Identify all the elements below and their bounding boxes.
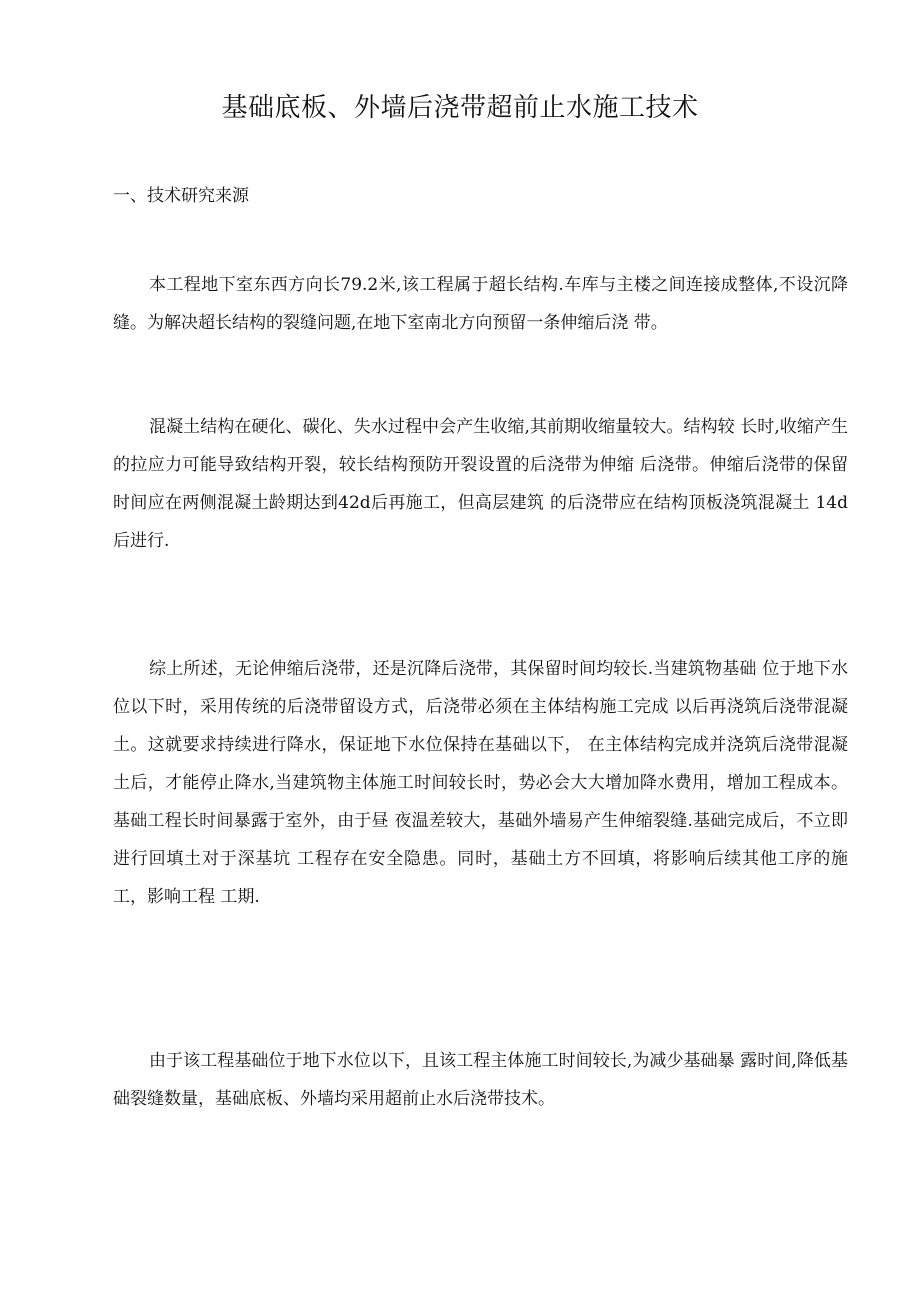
- paragraph-project-overview: 本工程地下室东西方向长79.2米,该工程属于超长结构.车库与主楼之间连接成整体,不设沉降缝。为解决超长结构的裂缝问题,在地下室南北方向预留一条伸缩后浇 带。: [113, 275, 848, 333]
- paragraph-summary: 综上所述，无论伸缩后浇带，还是沉降后浇带，其保留时间均较长.当建筑物基础 位于地下水位以下时，采用传统的后浇带留设方式，后浇带必须在主体结构施工完成 以后再浇筑后浇带混凝土。这就要求持续进行降水，保证地下水位保持在基础以下， 在主体结构完成并浇筑后浇带混凝土后，才能停止降水,当建筑物主体施工时间较长时，势必会大大增加降水费用，增加工程成本。基础工程长时间暴露于室外，由于昼 夜温差较大，基础外墙易产生伸缩裂缝.基础完成后，不立即进行回填土对于深基坑 工程存在安全隐患。同时，基础土方不回填，将影响后续其他工序的施工，影响工程 工期.: [113, 659, 848, 907]
- paragraph-technique-adoption: 由于该工程基础位于地下水位以下，且该工程主体施工时间较长,为减少基础暴 露时间,降低基础裂缝数量，基础底板、外墙均采用超前止水后浇带技术。: [113, 1051, 848, 1109]
- document-title: 基础底板、外墙后浇带超前止水施工技术: [221, 93, 699, 123]
- section-heading: 一、技术研究来源: [113, 186, 249, 206]
- paragraph-concrete-shrinkage: 混凝土结构在硬化、碳化、失水过程中会产生收缩,其前期收缩量较大。结构较 长时,收缩产生的拉应力可能导致结构开裂，较长结构预防开裂设置的后浇带为伸缩 后浇带。伸缩后浇带的保留时间应在两侧混凝土龄期达到42d后再施工，但高层建筑 的后浇带应在结构顶板浇筑混凝土 14d后进行.: [113, 417, 848, 551]
